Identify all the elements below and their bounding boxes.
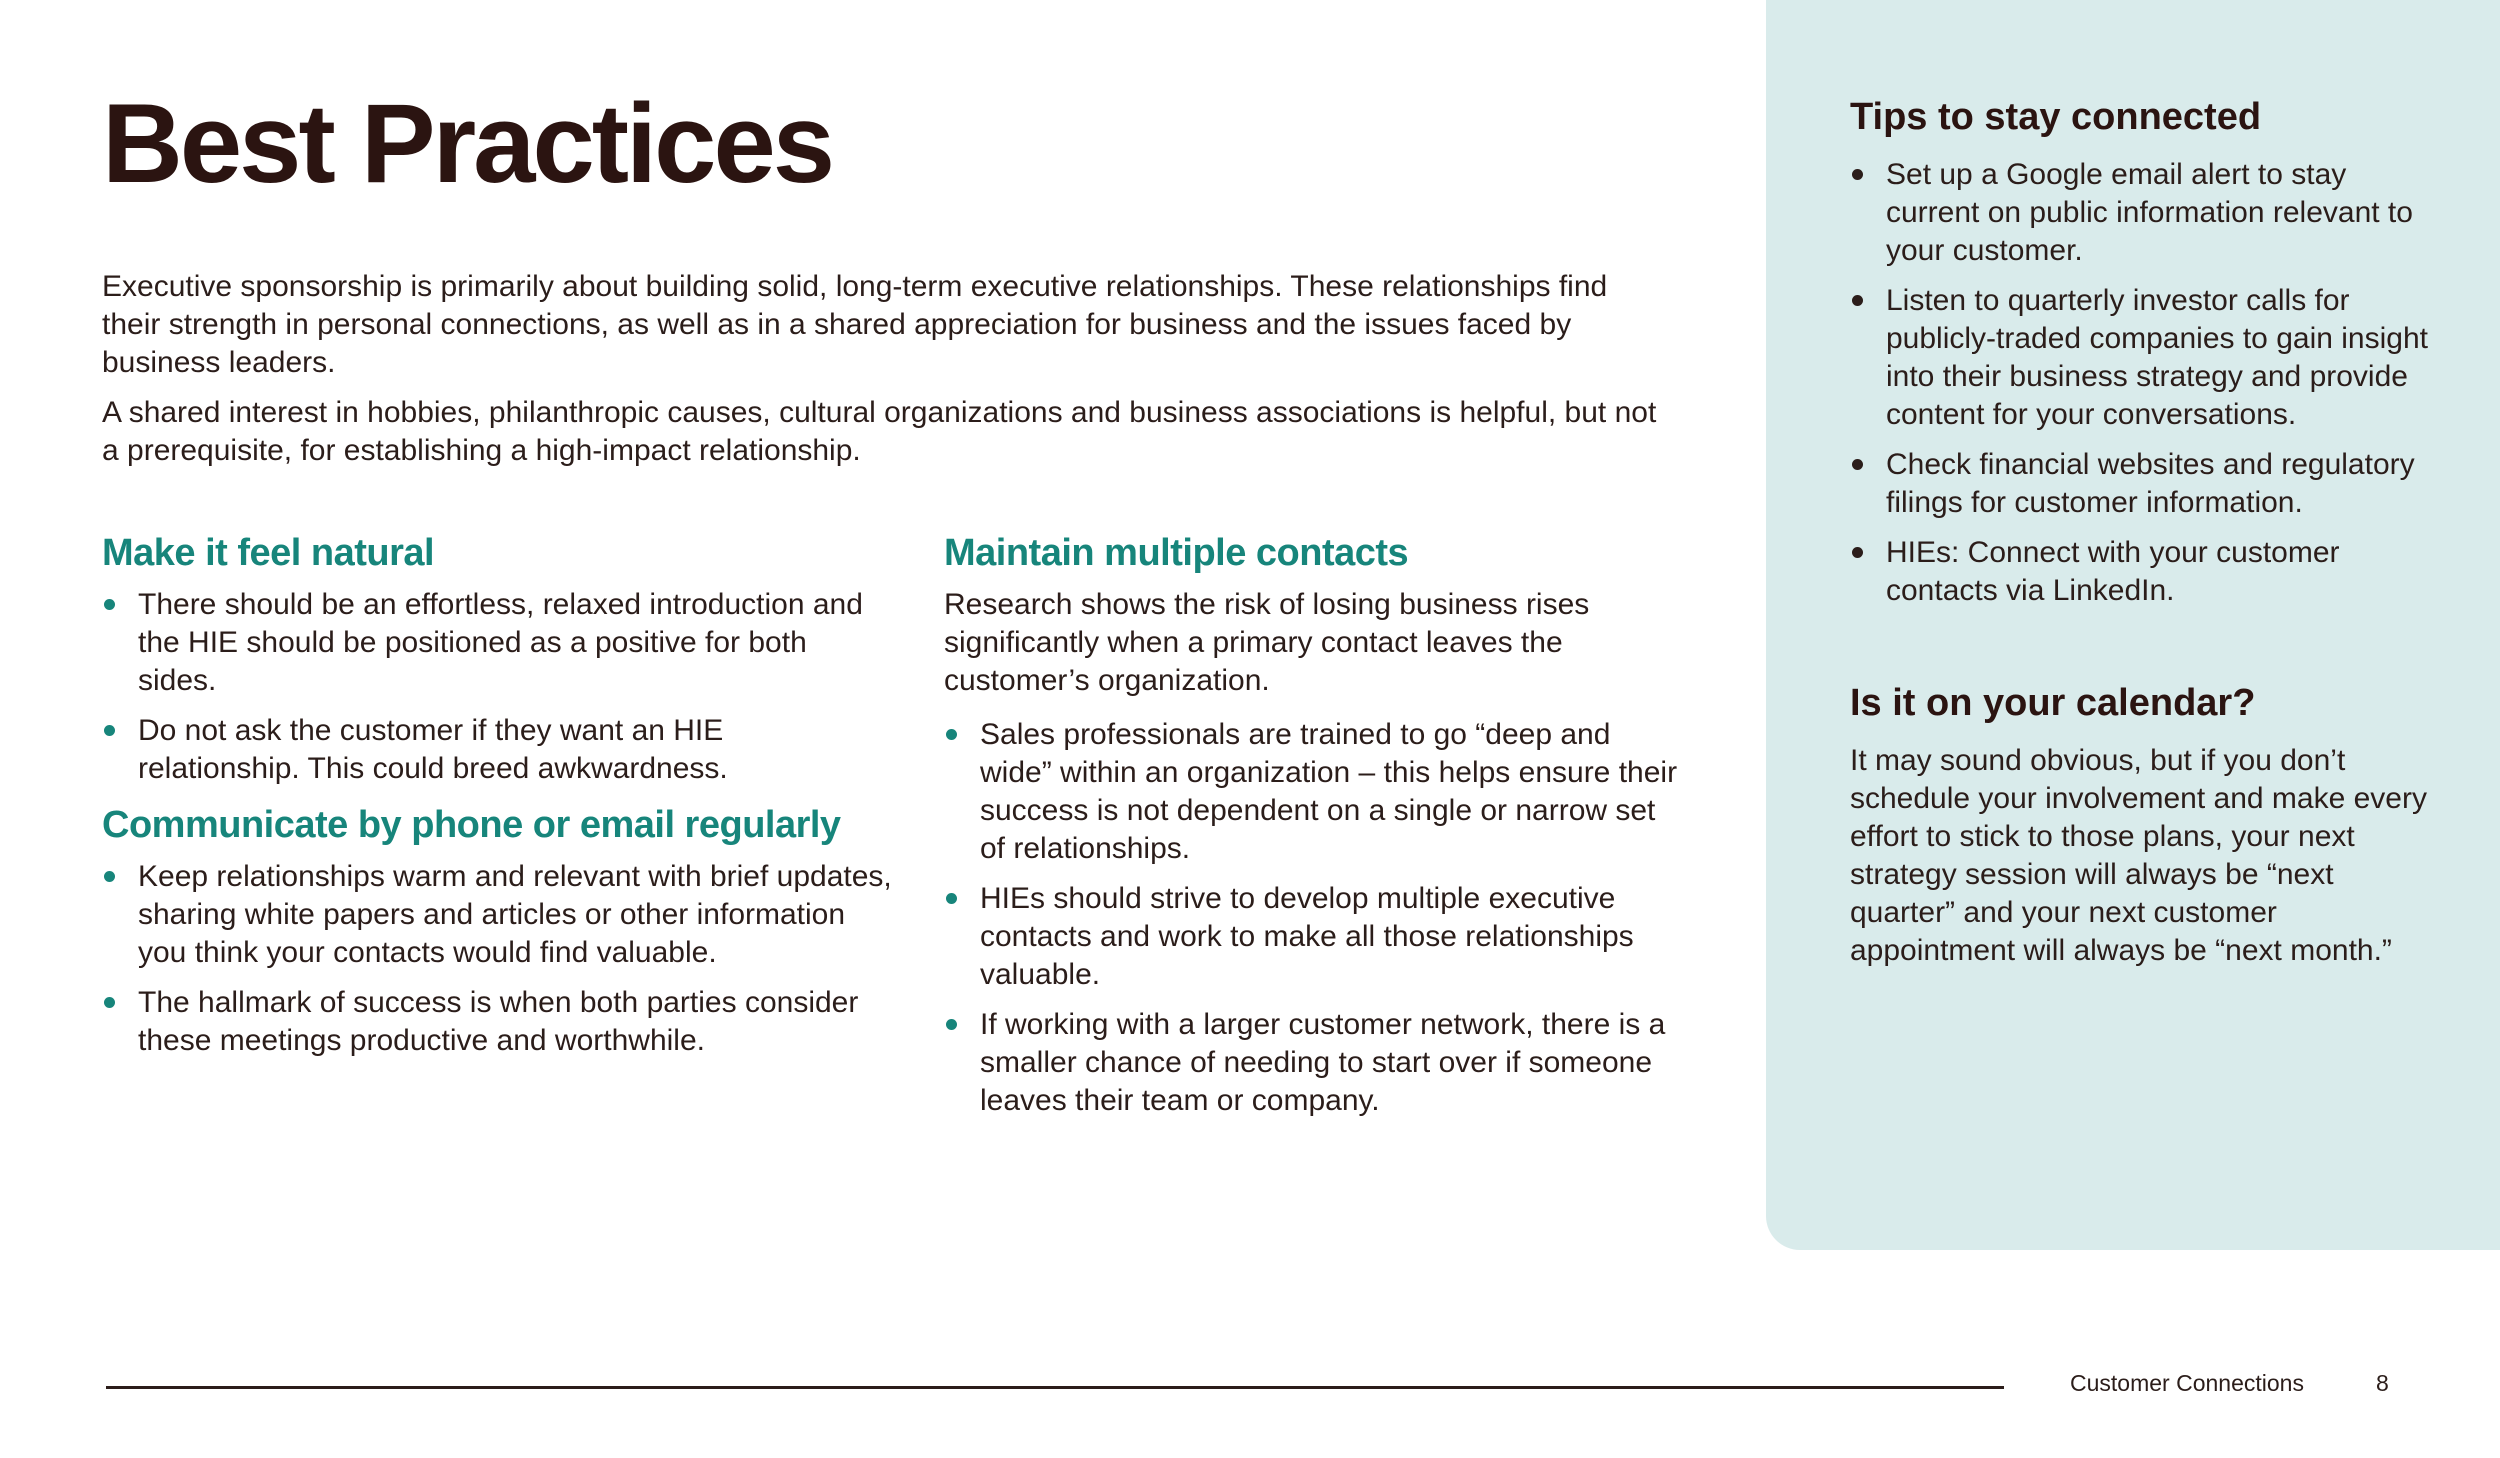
- tips-list: [1850, 156, 2430, 610]
- bullet-dot-icon: [946, 893, 957, 904]
- sidebar-panel: [1766, 0, 2500, 1250]
- list-item-text: Keep relationships warm and relevant with brief updates, sharing white papers and articles or other information you think your contacts would find valuable.: [138, 860, 892, 969]
- bullet-list: [102, 586, 892, 788]
- list-item-text: Do not ask the customer if they want an HIE relationship. This could breed awkwardness.: [138, 714, 728, 785]
- list-item-text: Listen to quarterly investor calls for publicly-traded companies to gain insight into their business strategy and provide content for your conversations.: [1886, 284, 2428, 431]
- bullet-dot-icon: [104, 997, 115, 1008]
- calendar-paragraph: It may sound obvious, but if you don’t schedule your involvement and make every effort to stick to those plans, your next strategy session will always be “next quarter” and your next customer appointment will always be “next month.”: [1850, 744, 2427, 967]
- list-item-text: HIEs should strive to develop multiple executive contacts and work to make all those relationships valuable.: [980, 882, 1634, 991]
- list-item: [944, 880, 1684, 994]
- list-item: [944, 716, 1684, 868]
- list-item: [1850, 282, 2430, 434]
- intro-text: [102, 268, 1662, 482]
- sidebar-heading-tips: Tips to stay connected: [1850, 96, 2262, 138]
- list-item-text: The hallmark of success is when both parties consider these meetings productive and worthwhile.: [138, 986, 859, 1057]
- list-item-text: There should be an effortless, relaxed introduction and the HIE should be positioned as a positive for both sides.: [138, 588, 863, 697]
- list-item: [1850, 156, 2430, 270]
- bullet-list: [944, 716, 1684, 1120]
- section-heading-maintain-contacts: Maintain multiple contacts: [944, 532, 1409, 574]
- sidebar-content: [1850, 92, 2430, 970]
- list-item: [944, 1006, 1684, 1120]
- list-item: [102, 586, 892, 700]
- bullet-dot-icon: [1852, 547, 1863, 558]
- section-heading-communicate: Communicate by phone or email regularly: [102, 804, 841, 846]
- bullet-dot-icon: [104, 725, 115, 736]
- page-title: Best Practices: [102, 81, 833, 206]
- list-item-text: HIEs: Connect with your customer contacts via LinkedIn.: [1886, 536, 2340, 607]
- bullet-dot-icon: [104, 599, 115, 610]
- bullet-dot-icon: [1852, 295, 1863, 306]
- middle-column: [944, 528, 1684, 1132]
- footer-divider: [106, 1386, 2004, 1389]
- list-item: [1850, 446, 2430, 522]
- bullet-dot-icon: [1852, 459, 1863, 470]
- list-item-text: If working with a larger customer network, there is a smaller chance of needing to start over if someone leaves their team or company.: [980, 1008, 1666, 1117]
- bullet-list: [102, 858, 892, 1060]
- section-heading-make-it-feel-natural: Make it feel natural: [102, 532, 435, 574]
- bullet-dot-icon: [1852, 169, 1863, 180]
- bullet-dot-icon: [946, 1019, 957, 1030]
- bullet-dot-icon: [946, 729, 957, 740]
- list-item: [102, 712, 892, 788]
- bullet-dot-icon: [104, 871, 115, 882]
- list-item-text: Check financial websites and regulatory filings for customer information.: [1886, 448, 2415, 519]
- page-number: 8: [2376, 1370, 2389, 1396]
- list-item-text: Set up a Google email alert to stay current on public information relevant to your customer.: [1886, 158, 2413, 267]
- intro-paragraph: Executive sponsorship is primarily about building solid, long-term executive relationships. These relationships find their strength in personal connections, as well as in a shared appreciation for business and the issues faced by business leaders.: [102, 270, 1608, 379]
- list-item: [102, 858, 892, 972]
- section-paragraph: Research shows the risk of losing business rises significantly when a primary contact leaves the customer’s organization.: [944, 588, 1590, 697]
- footer-label: Customer Connections: [2070, 1370, 2304, 1396]
- list-item: [102, 984, 892, 1060]
- list-item-text: Sales professionals are trained to go “deep and wide” within an organization – this helps ensure their success is not dependent on a single or narrow set of relationships.: [980, 718, 1678, 865]
- list-item: [1850, 534, 2430, 610]
- sidebar-heading-calendar: Is it on your calendar?: [1850, 682, 2256, 724]
- left-column: [102, 528, 892, 1072]
- intro-paragraph: A shared interest in hobbies, philanthropic causes, cultural organizations and business associations is helpful, but not a prerequisite, for establishing a high-impact relationship.: [102, 396, 1657, 467]
